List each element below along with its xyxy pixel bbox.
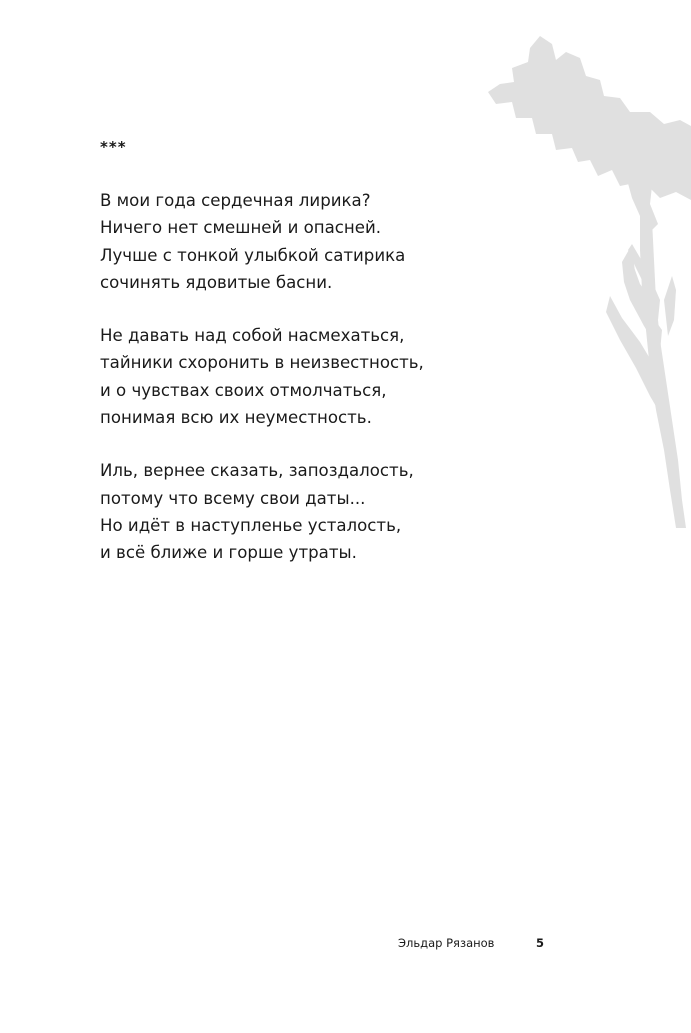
poem-line: сочинять ядовитые басни. — [100, 272, 333, 292]
poem-line: Ничего нет смешней и опасней. — [100, 218, 382, 238]
poem-line: и о чувствах своих отмолчаться, — [100, 380, 387, 400]
page-number: 5 — [536, 936, 545, 950]
poem-line: тайники схоронить в неизвестность, — [100, 353, 424, 373]
running-footer-author: Эльдар Рязанов — [398, 936, 495, 950]
stanza-2 — [100, 322, 500, 431]
page-footer — [0, 935, 691, 951]
poem — [100, 135, 500, 593]
poem-line: понимая всю их неуместность. — [100, 408, 372, 428]
poem-line: Иль, вернее сказать, запоздалость, — [100, 461, 414, 481]
poem-line: Но идёт в наступленье усталость, — [100, 515, 402, 535]
carnation-flower-icon — [470, 28, 691, 528]
stanza-3 — [100, 457, 500, 566]
poem-line: потому что всему свои даты... — [100, 488, 366, 508]
poem-line: Лучше с тонкой улыбкой сатирика — [100, 245, 406, 265]
poem-separator: *** — [100, 138, 127, 156]
poem-line: Не давать над собой насмехаться, — [100, 326, 405, 346]
poem-line: В мои года сердечная лирика? — [100, 191, 371, 210]
poem-line: и всё ближе и горше утраты. — [100, 543, 357, 563]
stanza-1 — [100, 187, 500, 296]
